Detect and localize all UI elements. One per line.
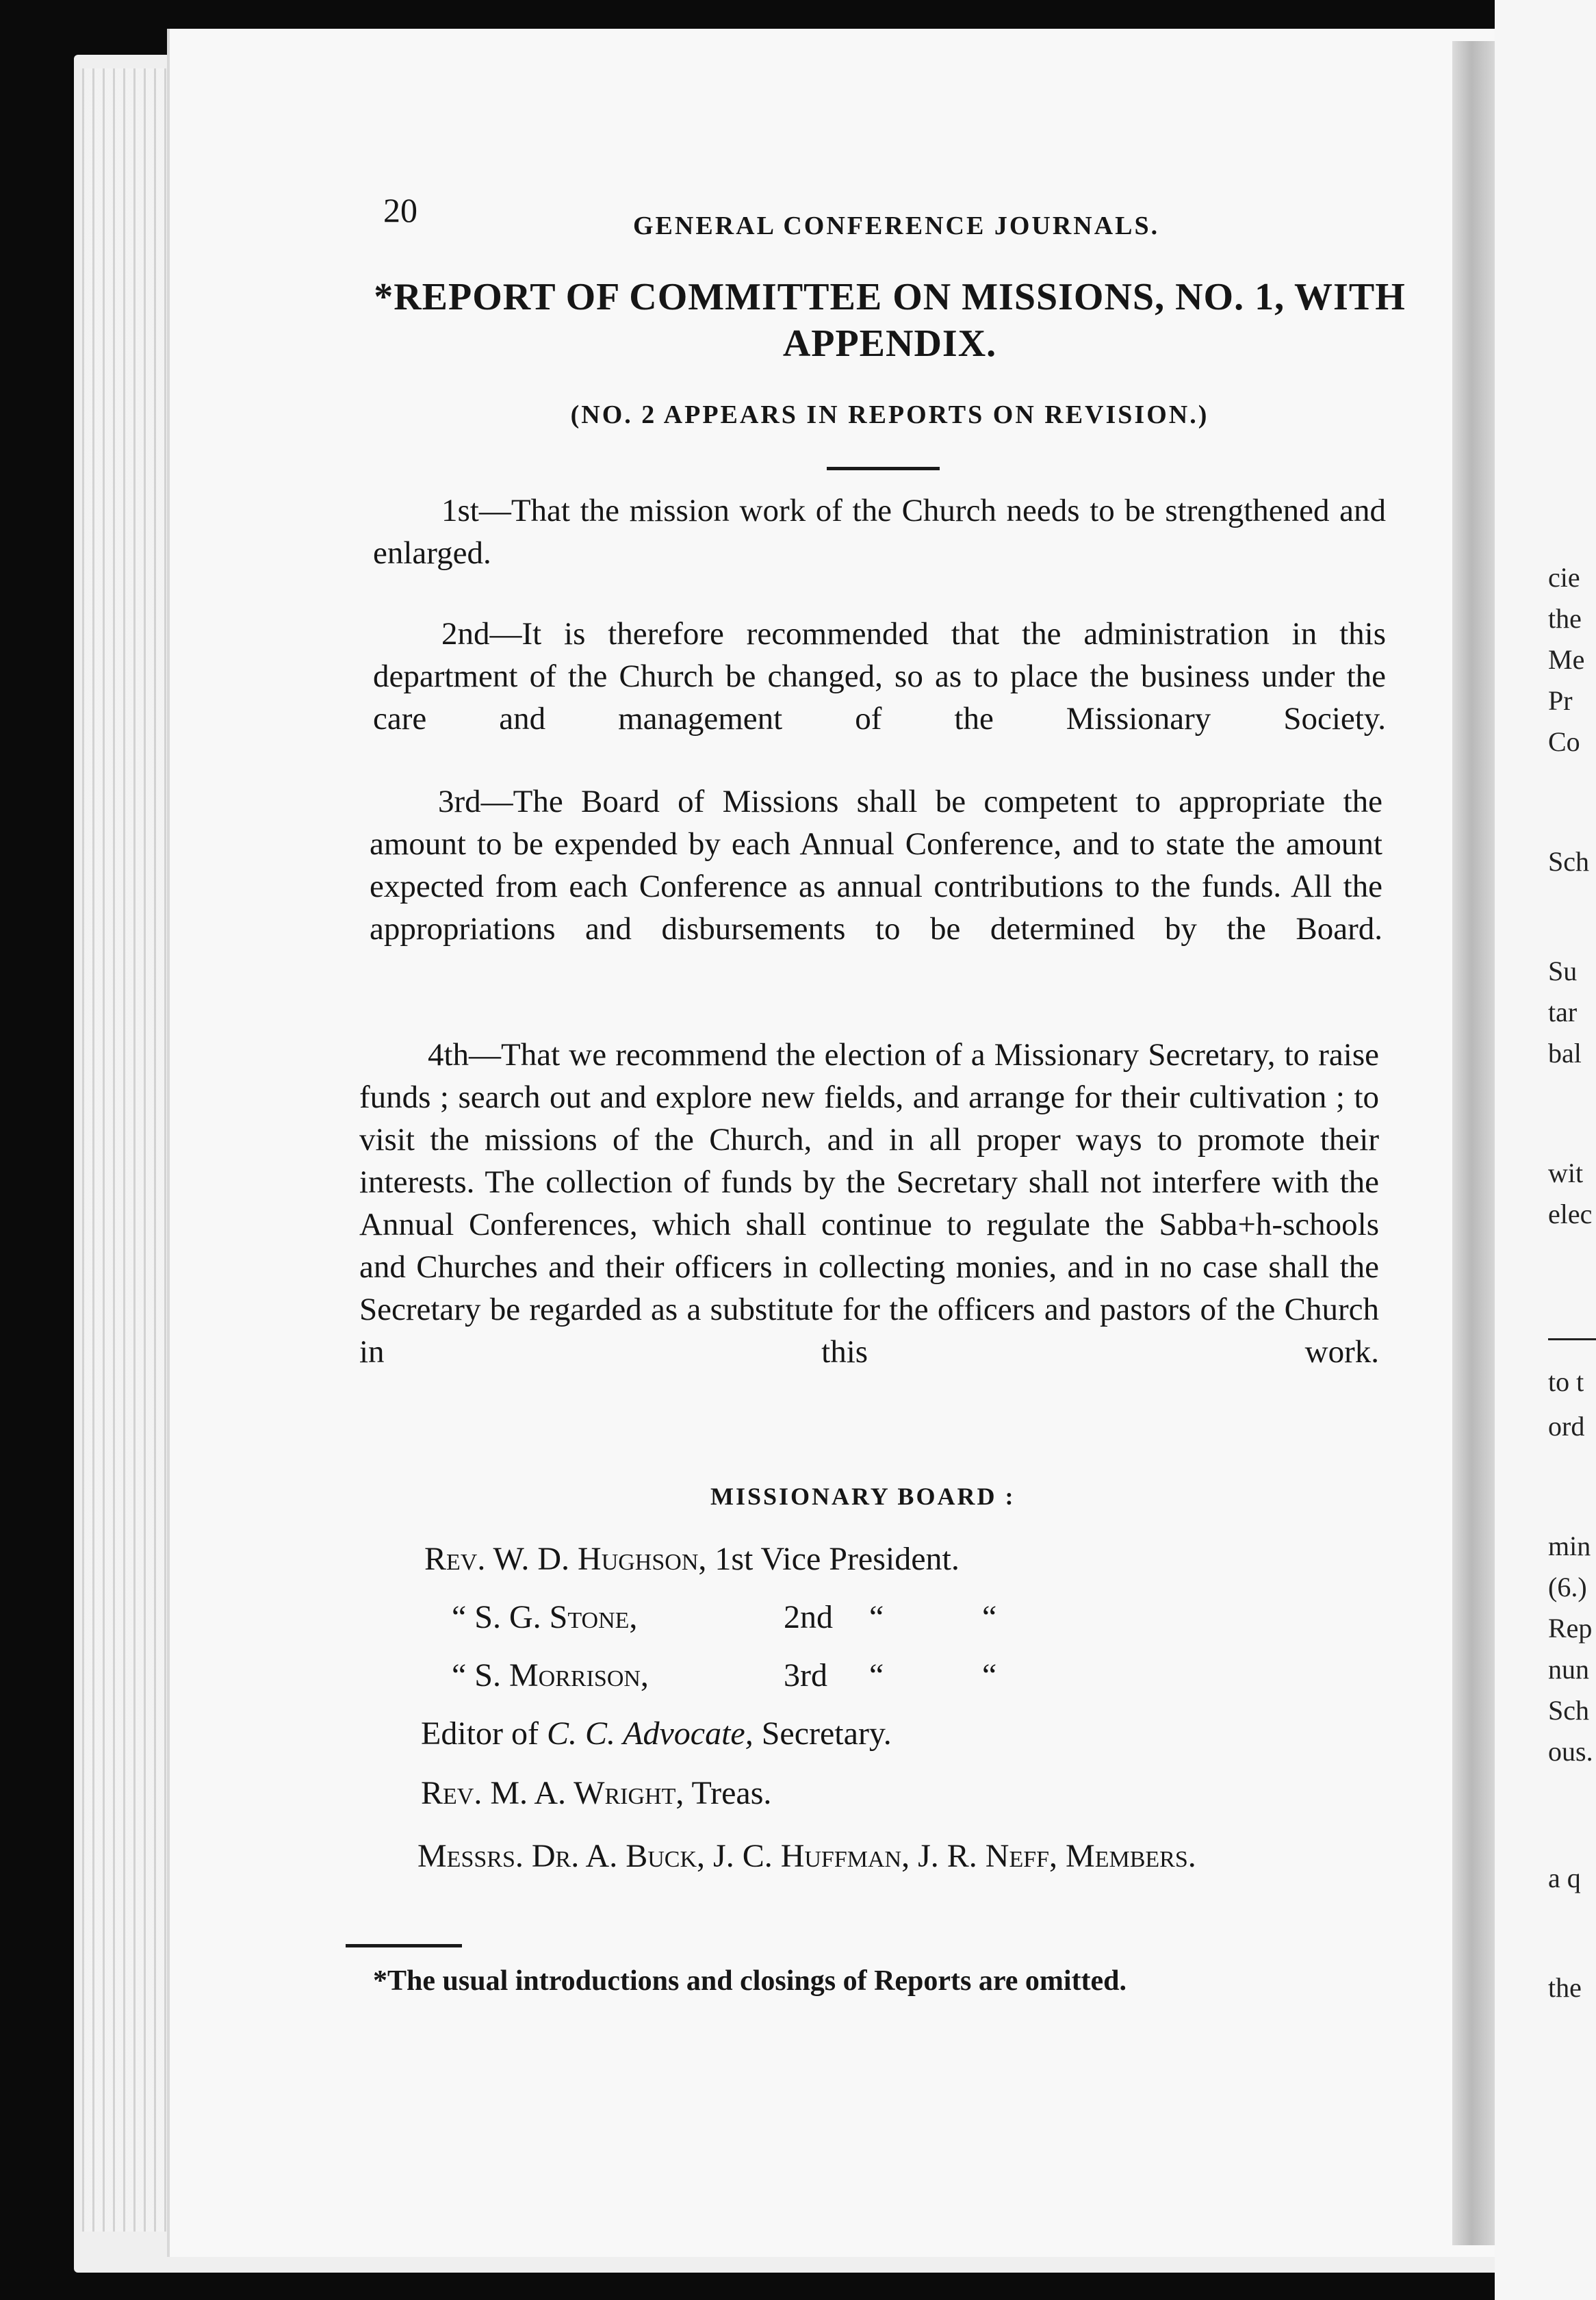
page-number: 20 xyxy=(383,191,417,229)
board-secretary-role: Secretary. xyxy=(753,1715,892,1752)
book-gutter xyxy=(1452,41,1495,2245)
facing-fragment: to t xyxy=(1548,1366,1584,1397)
footnote-divider xyxy=(346,1944,462,1947)
board-member-name: Rev. W. D. Hughson, xyxy=(424,1541,707,1577)
board-member-name: “ S. G. Stone, xyxy=(452,1599,638,1635)
board-member-role: 1st Vice President. xyxy=(706,1541,960,1577)
board-secretary-prefix: Editor of xyxy=(421,1715,547,1752)
board-line-vice-president-2 xyxy=(452,1598,997,1636)
facing-fragment: the xyxy=(1548,1972,1582,2003)
facing-fragment: bal xyxy=(1548,1038,1582,1069)
paragraph-2: 2nd—It is therefore recommended that the administration in this department of the Church be changed, so as to place the business under the care and management of the Missionary Society. xyxy=(373,616,1386,737)
report-title: *REPORT OF COMMITTEE ON MISSIONS, NO. 1, WITH APPENDIX. xyxy=(374,276,1406,365)
facing-fragment: cie xyxy=(1548,562,1580,593)
facing-fragment: elec xyxy=(1548,1199,1593,1229)
facing-fragment: Co xyxy=(1548,726,1580,757)
title-divider xyxy=(827,467,940,470)
board-line-members: Messrs. Dr. A. Buck, J. C. Huffman, J. R. Neff, Members. xyxy=(417,1838,1196,1874)
footnote: *The usual introductions and closings of Reports are omitted. xyxy=(373,1965,1127,1997)
board-heading: MISSIONARY BOARD : xyxy=(710,1483,1016,1510)
board-line-secretary xyxy=(421,1715,892,1752)
facing-fragment: Sch xyxy=(1548,1695,1589,1726)
publication-title: C. C. Advocate, xyxy=(546,1715,754,1752)
board-line-vice-president-3 xyxy=(452,1657,997,1694)
running-head: GENERAL CONFERENCE JOURNALS. xyxy=(633,212,1160,240)
ditto-mark: “ xyxy=(982,1599,997,1635)
board-member-role: Treas. xyxy=(684,1775,772,1811)
facing-fragment: ous. xyxy=(1548,1736,1593,1767)
paragraph-4: 4th—That we recommend the election of a Missionary Secretary, to raise funds ; search out and explore new fields, and arrange for their cultivation ; to visit the missions of the Church, and in all proper ways to promote their interests. The collection of funds by the Secretary shall not interfere with the Annual Conferences, which shall continue to regulate the Sabba+h-schools and Churches and their officers in collecting monies, and in no case shall the Secretary be regarded as a substitute for the officers and pastors of the Church in this work. xyxy=(359,1037,1379,1370)
facing-fragment: wit xyxy=(1548,1158,1584,1188)
facing-fragment: Rep xyxy=(1548,1613,1593,1644)
ditto-mark: “ xyxy=(982,1657,997,1694)
board-member-ordinal: 3rd xyxy=(784,1657,827,1694)
report-subtitle: (NO. 2 APPEARS IN REPORTS ON REVISION.) xyxy=(570,400,1209,429)
facing-fragment: ord xyxy=(1548,1411,1585,1442)
board-member-name: Rev. M. A. Wright, xyxy=(421,1775,684,1811)
facing-fragment: min xyxy=(1548,1531,1591,1561)
ditto-mark: “ xyxy=(869,1657,884,1694)
board-line-treasurer xyxy=(421,1774,771,1812)
facing-fragment: a q xyxy=(1548,1863,1581,1893)
facing-page xyxy=(1495,0,1596,2300)
facing-fragment: Pr xyxy=(1548,685,1573,716)
board-member-ordinal: 2nd xyxy=(784,1599,833,1635)
board-line-vice-president-1 xyxy=(424,1540,960,1578)
facing-fragment: Su xyxy=(1548,956,1578,986)
ditto-mark: “ xyxy=(869,1599,884,1635)
facing-fragment: (6.) xyxy=(1548,1572,1587,1602)
board-member-name: “ S. Morrison, xyxy=(452,1657,649,1694)
facing-rule xyxy=(1548,1338,1596,1340)
facing-fragment: Sch xyxy=(1548,846,1589,877)
facing-fragment: Me xyxy=(1548,644,1585,675)
facing-fragment: the xyxy=(1548,603,1582,634)
paragraph-3: 3rd—The Board of Missions shall be competent to appropriate the amount to be expended by each Annual Conference, and to state the amount expected from each Conference as annual contributions to the funds. All the appropriations and disbursements to be determined by the Board. xyxy=(370,784,1382,947)
facing-fragment: tar xyxy=(1548,997,1578,1027)
paragraph-1: 1st—That the mission work of the Church needs to be strengthened and enlarged. xyxy=(373,493,1386,571)
facing-fragment: nun xyxy=(1548,1654,1589,1685)
